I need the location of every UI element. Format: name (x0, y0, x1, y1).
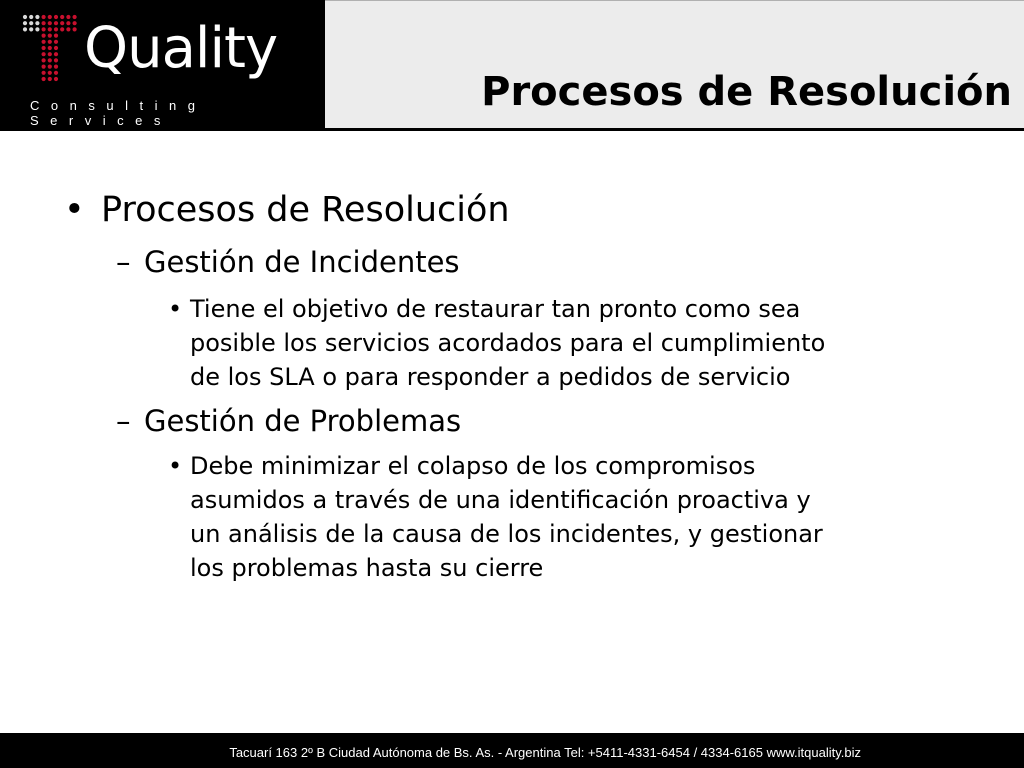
detail-line: de los SLA o para responder a pedidos de servicio (190, 363, 791, 391)
subbullet-heading: Gestión de Incidentes (144, 245, 460, 279)
dash-marker: – (116, 404, 131, 438)
logo-tagline: Consulting Services (30, 98, 207, 128)
bullet-marker: • (64, 190, 85, 230)
detail-line: un análisis de la causa de los incidentes, y gestionar (190, 520, 823, 548)
detail-line: Debe minimizar el colapso de los compromisos (190, 452, 756, 480)
bullet-text: Procesos de Resolución (101, 190, 510, 230)
dash-marker: – (116, 245, 131, 279)
logo-wordmark: Quality (84, 16, 278, 81)
bullet-marker: • (168, 452, 183, 480)
detail-line: posible los servicios acordados para el cumplimiento (190, 329, 826, 357)
subbullet-heading: Gestión de Problemas (144, 404, 462, 438)
bullet-marker: • (168, 295, 183, 323)
detail-line: asumidos a través de una identificación proactiva y (190, 486, 811, 514)
footer-contact: Tacuarí 163 2º B Ciudad Autónoma de Bs. As. - Argentina Tel: +5411-4331-6454 / 4334-6165 www.itquality.biz (229, 745, 861, 760)
detail-line: Tiene el objetivo de restaurar tan pronto como sea (190, 295, 801, 323)
detail-line: los problemas hasta su cierre (190, 554, 544, 582)
slide-title: Procesos de Resolución (481, 69, 1012, 115)
footer-bar (0, 733, 1024, 768)
